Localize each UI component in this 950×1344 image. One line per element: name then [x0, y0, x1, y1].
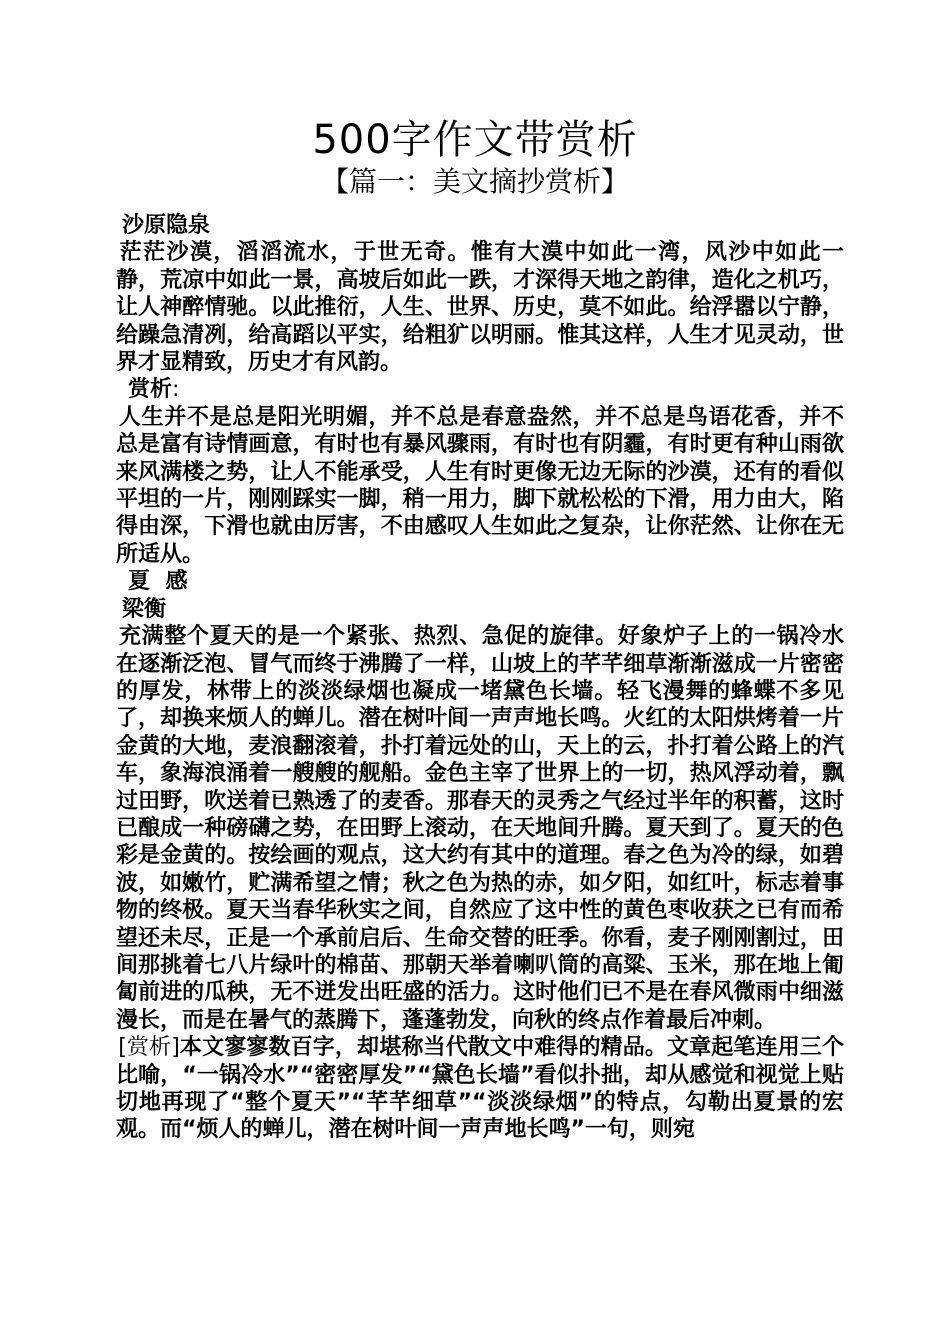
- essay1-analysis-content: 人生并不是总是阳光明媚，并不总是春意盎然，并不总是鸟语花香，并不总是富有诗情画意，有时也有暴风骤雨，有时也有阴霾，有时更有种山雨欲来风满楼之势，让人不能承受，人生有时更像无边无际的沙漠，还有的看似平坦的一片，刚刚踩实一脚，稍一用力，脚下就松松的下滑，用力由大，陷得由深，下滑也就由厉害，不由感叹人生如此之复杂，让你茫然、让你在无所适从。: [116, 404, 844, 567]
- essay1-analysis-label: [116, 376, 844, 403]
- document-title: 500字作文带赏析: [312, 117, 638, 163]
- essay2-text-content: 充满整个夏天的是一个紧张、热烈、急促的旋律。好象炉子上的一锅冷水在逐渐泛泡、冒气而终于沸腾了一样，山坡上的芊芊细草渐渐滋成一片密密的厚发，林带上的淡淡绿烟也凝成一堵黛色长墙。轻飞漫舞的蜂蝶不多见了，却换来烦人的蝉儿。潜在树叶间一声声地长鸣。火红的太阳烘烤着一片金黄的大地，麦浪翻滚着，扑打着远处的山，天上的云，扑打着公路上的汽车，象海浪涌着一艘艘的舰船。金色主宰了世界上的一切，热风浮动着，飘过田野，吹送着已熟透了的麦香。那春天的灵秀之气经过半年的积蓄，这时已酿成一种磅礴之势，在田野上滚动，在天地间升腾。夏天到了。夏天的色彩是金黄的。按绘画的观点，这大约有其中的道理。春之色为冷的绿，如碧波，如嫩竹，贮满希望之情；秋之色为热的赤，如夕阳，如红叶，标志着事物的终极。夏天当春华秋实之间，自然应了这中性的黄色枣收获之已有而希望还未尽，正是一个承前启后、生命交替的旺季。你看，麦子刚刚割过，田间那挑着七八片绿叶的棉苗、那朝天举着喇叭筒的高粱、玉米，那在地上匍匐前进的瓜秧，无不迸发出旺盛的活力。这时他们已不是在春风微雨中细滋漫长，而是在暑气的蒸腾下，蓬蓬勃发，向秋的终点作着最后冲刺。: [116, 624, 844, 1033]
- essay2-analysis-label: [赏析]: [118, 1035, 180, 1061]
- essay1-analysis-label-text: 赏析: [128, 377, 173, 403]
- essay1-analysis-colon: :: [172, 377, 180, 403]
- essay1-heading: 沙原隐泉: [122, 213, 211, 238]
- essay2-analysis-content: 本文寥寥数百字，却堪称当代散文中难得的精品。文章起笔连用三个比喻，“一锅冷水”“密密厚发”“黛色长墙”看似扑拙，却从感觉和视觉上贴切地再现了“整个夏天”“芊芊细草”“淡淡绿烟”的特点，勾勒出夏景的宏观。而“烦人的蝉儿，潜在树叶间一声声地长鸣”一句，则宛: [116, 1035, 844, 1143]
- essay2-text: [116, 623, 844, 1034]
- essay1-text-content: 茫茫沙漠，滔滔流水，于世无奇。惟有大漠中如此一湾，风沙中如此一静，荒凉中如此一景，高坡后如此一跌，才深得天地之韵律，造化之机巧，让人神醉情驰。以此推衍，人生、世界、历史，莫不如此。给浮嚣以宁静，给躁急清冽，给高蹈以平实，给粗犷以明丽。惟其这样，人生才见灵动，世界才显精致，历史才有风韵。: [116, 240, 844, 376]
- document-subtitle: 【篇一：美文摘抄赏析】: [320, 165, 629, 198]
- essay1-text: [116, 239, 844, 376]
- document-body: [116, 212, 844, 1144]
- essay2-heading: 夏 感: [128, 569, 192, 595]
- essay2-analysis: [116, 1034, 844, 1144]
- essay2-author: 梁衡: [122, 596, 167, 622]
- essay1-analysis: [116, 404, 844, 568]
